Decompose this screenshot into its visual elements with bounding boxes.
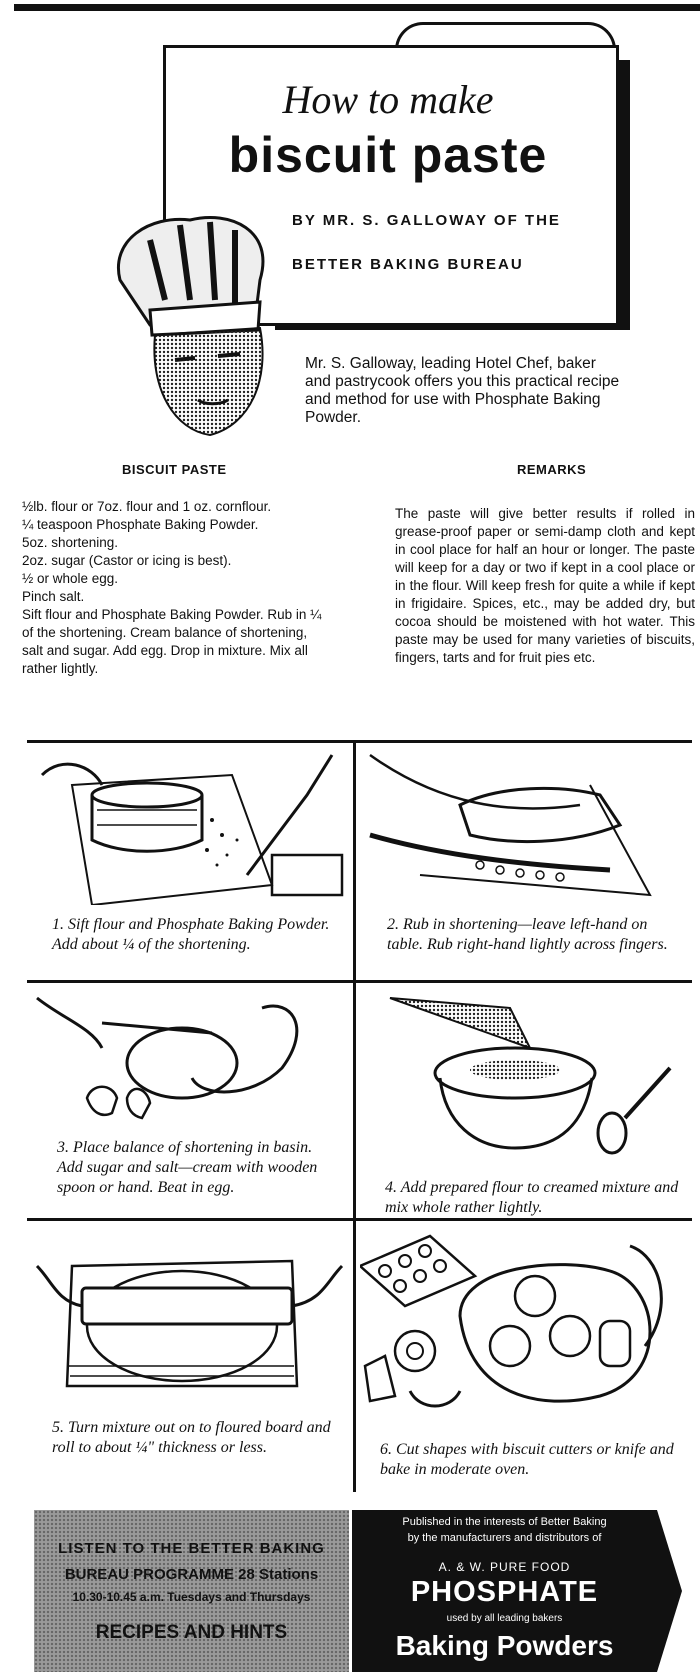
step-1-caption: 1. Sift flour and Phosphate Baking Powder. Add about ¼ of the shortening.	[52, 916, 330, 953]
intro-paragraph: Mr. S. Galloway, leading Hotel Chef, baker and pastrycook offers you this practical recipe and method for use with Phosphate Baking Powder.	[305, 355, 620, 426]
ingredient-line: ½ or whole egg.	[22, 571, 119, 586]
banner-line-2: BUREAU PROGRAMME 28 Stations	[64, 1566, 319, 1583]
grid-rule	[27, 980, 692, 983]
ingredient-line: ¼ teaspoon Phosphate Baking Powder.	[22, 517, 259, 532]
top-rule	[14, 4, 700, 11]
ad-brand-line: A. & W. PURE FOOD	[438, 1560, 571, 1574]
banner-line-1: LISTEN TO THE BETTER BAKING	[58, 1540, 325, 1557]
ad-small-text-1: Published in the interests of Better Baking	[402, 1516, 607, 1528]
ingredient-line: 2oz. sugar (Castor or icing is best).	[22, 553, 232, 568]
banner-line-4: RECIPES AND HINTS	[95, 1622, 288, 1643]
step-2-illustration	[360, 745, 685, 905]
step-3-illustration	[32, 988, 347, 1138]
step-4-caption: 4. Add prepared flour to creamed mixture and mix whole rather lightly.	[385, 1179, 679, 1216]
title-script: How to make	[282, 77, 494, 122]
ad-product-name-2: Baking Powders	[395, 1630, 614, 1661]
ingredient-line: Pinch salt.	[22, 589, 85, 604]
step-1-illustration	[32, 745, 347, 905]
remarks-heading: REMARKS	[517, 462, 587, 477]
step-6-caption: 6. Cut shapes with biscuit cutters or knife and bake in moderate oven.	[380, 1441, 674, 1478]
ad-product-name: PHOSPHATE	[410, 1576, 599, 1608]
radio-programme-banner	[34, 1510, 349, 1672]
step-3-caption: 3. Place balance of shortening in basin. Add sugar and salt—cream with wooden spoon or hand. Beat in egg.	[57, 1139, 318, 1196]
byline-1: BY MR. S. GALLOWAY OF THE	[292, 212, 561, 229]
step-5-caption: 5. Turn mixture out on to floured board and roll to about ¼" thickness or less.	[52, 1419, 331, 1456]
byline-2: BETTER BAKING BUREAU	[292, 256, 524, 273]
step-2-caption: 2. Rub in shortening—leave left-hand on table. Rub right-hand lightly across fingers.	[387, 916, 668, 953]
step-4-illustration	[360, 988, 685, 1163]
ingredient-line: 5oz. shortening.	[22, 535, 119, 550]
chef-portrait	[110, 210, 280, 440]
recipe-ingredients	[22, 498, 327, 678]
remarks-paragraph: The paste will give better results if rolled in grease-proof paper or semi-damp cloth and kept in cool place for half an hour or longer. The paste will keep for a day or two if kept in a cool place or in the flour. Will keep fresh for quite a while if kept in frigidaire. Spices, etc., may be added dry, but cocoa should be moistened with hot water. This paste may be used for many varieties of biscuits, fingers, tarts and for fruit pies etc.	[395, 506, 695, 665]
method-paragraph: Sift flour and Phosphate Baking Powder. Rub in ¼ of the shortening. Cream balance of shortening, salt and sugar. Add egg. Drop in mixture. Mix all rather lightly.	[22, 607, 322, 676]
grid-divider	[353, 740, 356, 1492]
ad-small-text-2: by the manufacturers and distributors of	[407, 1532, 602, 1544]
ingredient-line: ½lb. flour or 7oz. flour and 1 oz. cornflour.	[22, 499, 272, 514]
step-5-illustration	[32, 1226, 347, 1401]
grid-rule	[27, 740, 692, 743]
ad-small-text-3: used by all leading bakers	[446, 1613, 563, 1624]
advertisement	[352, 1510, 682, 1672]
grid-rule	[27, 1218, 692, 1221]
step-6-illustration	[360, 1226, 685, 1416]
banner-line-3: 10.30-10.45 a.m. Tuesdays and Thursdays	[72, 1590, 311, 1604]
recipe-heading: BISCUIT PASTE	[122, 462, 227, 477]
page-title: biscuit paste	[228, 127, 548, 183]
